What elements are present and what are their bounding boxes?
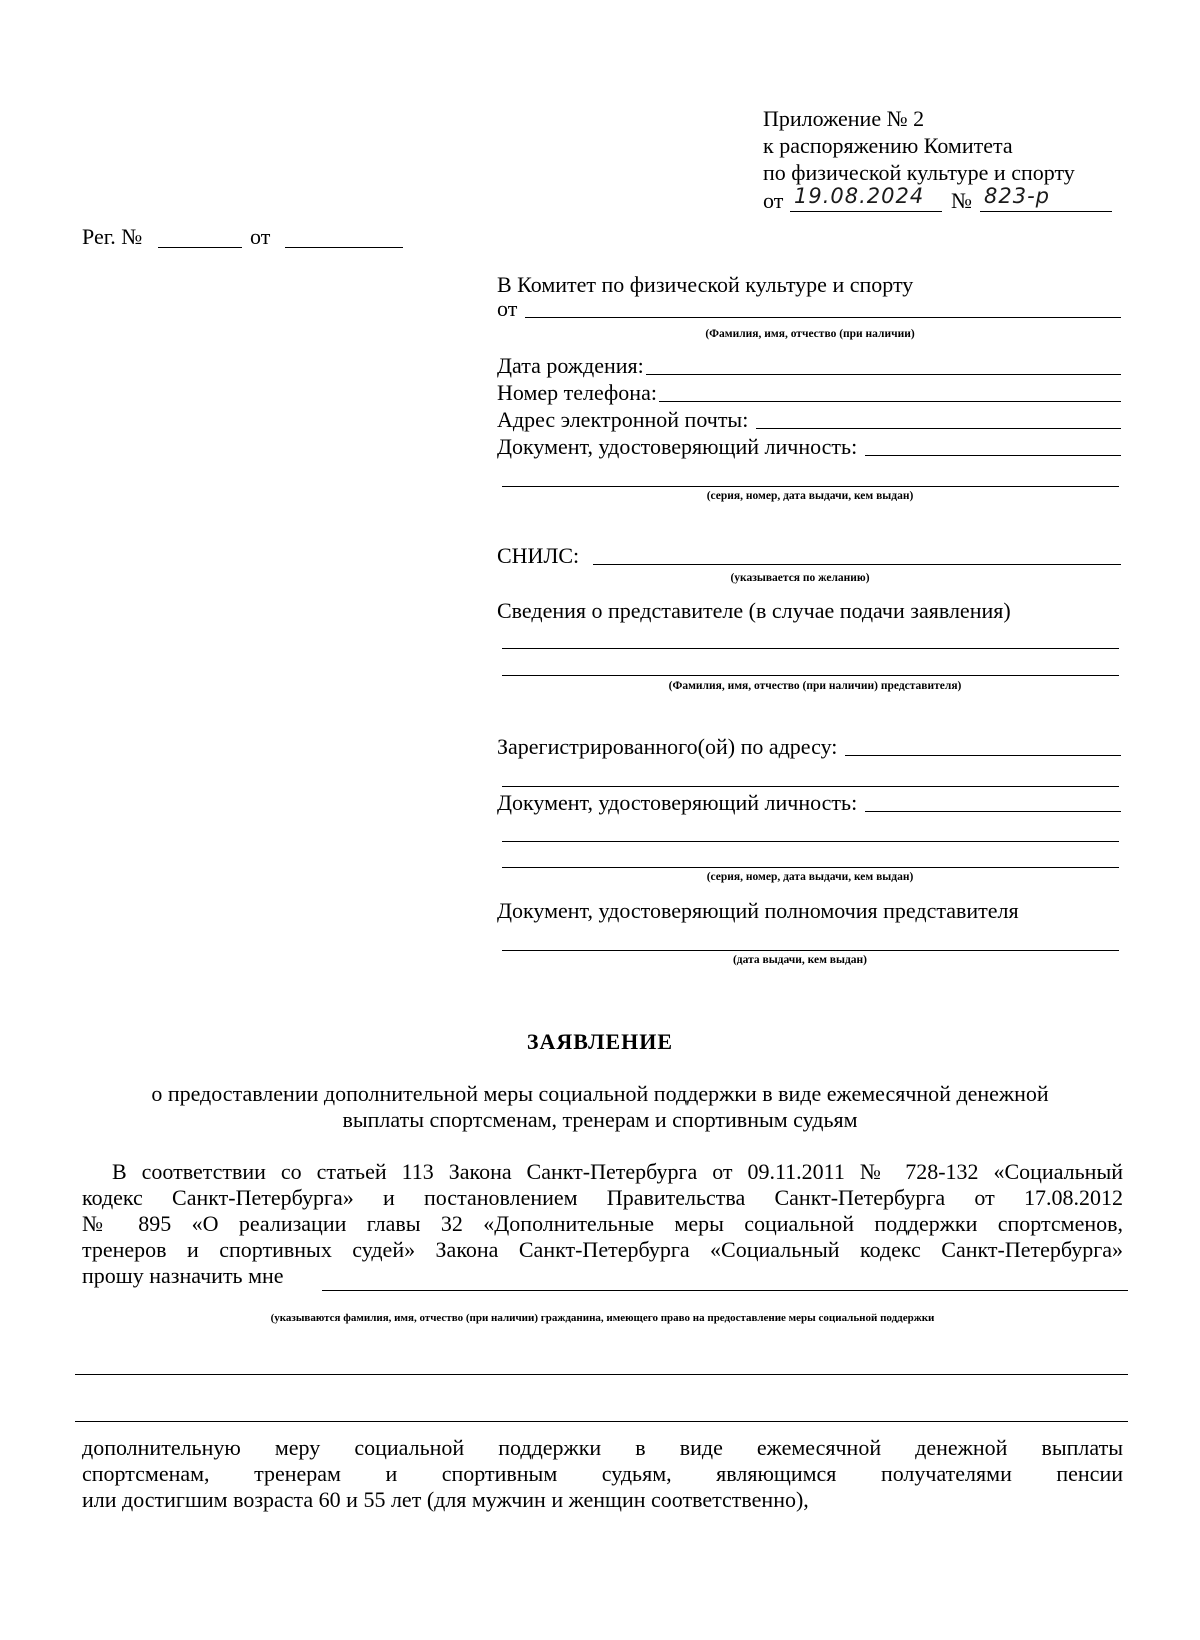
statement-body (82, 1159, 1123, 1289)
appendix-from-label: от (763, 188, 784, 213)
statement-tail-line-1: дополнительную меру социальной поддержки в виде ежемесячной денежной выплаты (82, 1435, 1123, 1460)
representative-address-line (845, 755, 1121, 756)
representative-id-line (865, 811, 1121, 812)
appendix-date-handwritten: 19.08.2024 (794, 184, 925, 208)
addressee-fio-line (525, 317, 1121, 318)
representative-fio-caption: (Фамилия, имя, отчество (при наличии) представителя) (668, 680, 962, 692)
appendix-number-handwritten: 823-р (984, 184, 1050, 208)
applicant-id-label: Документ, удостоверяющий личность: (497, 434, 858, 459)
phone-line (659, 401, 1121, 402)
birth-date-row (497, 353, 1121, 379)
statement-body-line-4: тренеров и спортивных судей» Закона Санкт-Петербурга «Социальный кодекс Санкт-Петербурга» (82, 1237, 1123, 1262)
statement-tail (82, 1435, 1123, 1513)
representative-address-row (497, 734, 1121, 760)
addressee-from-label: от (497, 296, 518, 321)
snils-row (497, 543, 1121, 569)
authority-doc-line (502, 950, 1119, 951)
authority-doc-label: Документ, удостоверяющий полномочия представителя (497, 898, 1019, 923)
applicant-id-line (865, 455, 1121, 456)
representative-fio-line-2 (502, 675, 1119, 676)
representative-address-label: Зарегистрированного(ой) по адресу: (497, 734, 838, 759)
representative-fio-line-1 (502, 648, 1119, 649)
email-line (756, 428, 1121, 429)
appendix-number-line (980, 211, 1112, 212)
representative-id-row (497, 790, 1121, 816)
applicant-id-line-2 (502, 486, 1119, 487)
snils-line (593, 564, 1121, 565)
authority-doc-caption: (дата выдачи, кем выдан) (732, 954, 868, 966)
reg-from-label: от (250, 224, 271, 249)
citizen-fio-line-1 (322, 1290, 1128, 1291)
reg-label: Рег. № (82, 224, 143, 249)
appendix-date-line (790, 211, 942, 212)
snils-caption: (указывается по желанию) (730, 572, 870, 584)
statement-subtitle-line-2: выплаты спортсменам, тренерам и спортивным судьям (342, 1107, 858, 1132)
addressee-committee: В Комитет по физической культуре и спорту (497, 272, 914, 297)
reg-date-line (285, 247, 403, 248)
phone-label: Номер телефона: (497, 380, 657, 405)
phone-row (497, 380, 1121, 406)
representative-heading: Сведения о представителе (в случае подачи заявления) (497, 598, 1011, 623)
birth-date-line (646, 374, 1121, 375)
statement-body-line-2: кодекс Санкт-Петербурга» и постановлением Правительства Санкт-Петербурга от 17.08.2012 (82, 1185, 1123, 1210)
snils-label: СНИЛС: (497, 543, 580, 568)
citizen-fio-line-3 (75, 1421, 1128, 1422)
representative-id-label: Документ, удостоверяющий личность: (497, 790, 858, 815)
representative-id-line-3 (502, 867, 1119, 868)
statement-body-line-3: № 895 «О реализации главы 32 «Дополнительные меры социальной поддержки спортсменов, (82, 1211, 1123, 1236)
statement-tail-line-2: спортсменам, тренерам и спортивным судьям, являющимся получателями пенсии (82, 1461, 1123, 1486)
applicant-id-row (497, 434, 1121, 460)
citizen-caption: (указываются фамилия, имя, отчество (при наличии) гражданина, имеющего право на предоставление меры социальной поддержки (270, 1312, 935, 1324)
appendix-line-2: к распоряжению Комитета (763, 133, 1013, 158)
email-label: Адрес электронной почты: (497, 407, 749, 432)
statement-subtitle-line-1: о предоставлении дополнительной меры социальной поддержки в виде ежемесячной денежной (151, 1081, 1049, 1106)
appendix-line-1: Приложение № 2 (763, 106, 925, 131)
citizen-fio-line-2 (75, 1374, 1128, 1375)
representative-id-line-2 (502, 841, 1119, 842)
statement-body-line-1: В соответствии со статьей 113 Закона Санкт-Петербурга от 09.11.2011 № 728-132 «Социальный (112, 1159, 1123, 1184)
representative-id-caption: (серия, номер, дата выдачи, кем выдан) (706, 871, 914, 883)
statement-body-line-5: прошу назначить мне (82, 1263, 284, 1288)
email-row (497, 407, 1121, 433)
statement-tail-line-3: или достигшим возраста 60 и 55 лет (для мужчин и женщин соответственно), (82, 1487, 809, 1512)
reg-number-line (158, 247, 242, 248)
statement-title: ЗАЯВЛЕНИЕ (526, 1029, 674, 1054)
addressee-fio-caption: (Фамилия, имя, отчество (при наличии) (705, 328, 915, 340)
appendix-line-3: по физической культуре и спорту (763, 160, 1075, 185)
representative-address-line-2 (502, 786, 1119, 787)
applicant-id-caption: (серия, номер, дата выдачи, кем выдан) (706, 490, 914, 502)
addressee-from-row (497, 296, 1121, 322)
birth-date-label: Дата рождения: (497, 353, 644, 378)
appendix-no-label: № (951, 188, 972, 213)
